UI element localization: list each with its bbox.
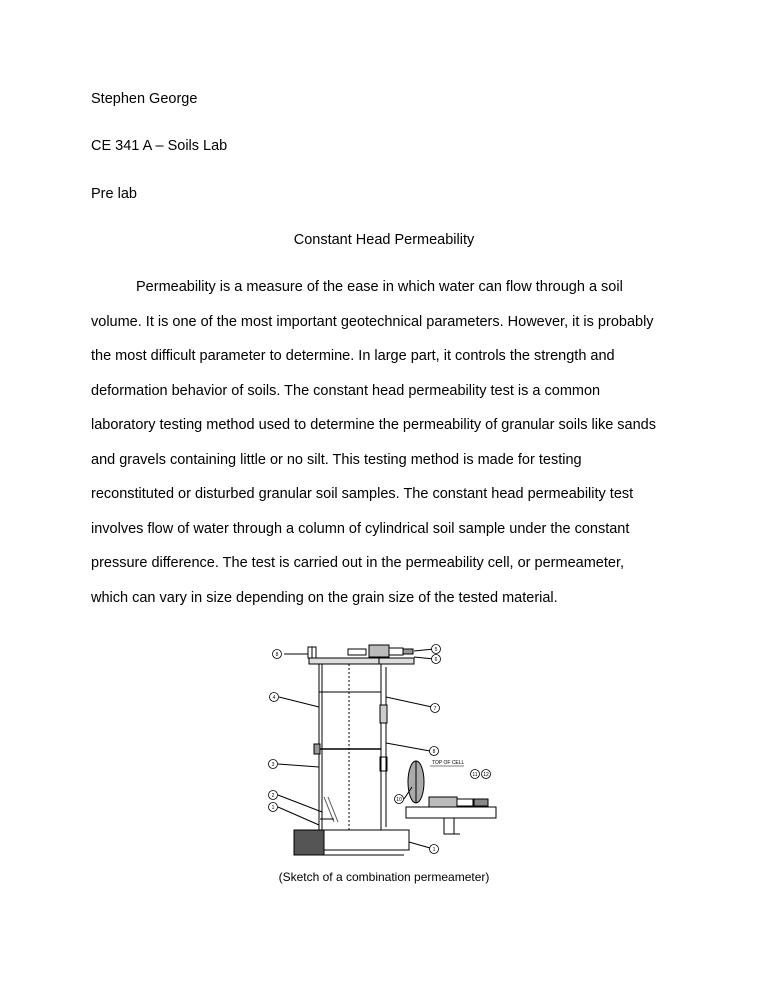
- author-name: Stephen George: [91, 91, 198, 107]
- callout-label: 11: [472, 772, 478, 778]
- callout-label: 12: [483, 772, 489, 778]
- paragraph-line: which can vary in size depending on the grain size of the tested material.: [91, 590, 558, 606]
- callout-label: 8: [275, 652, 279, 658]
- course-line: CE 341 A – Soils Lab: [91, 138, 228, 154]
- paragraph-line: involves flow of water through a column of cylindrical soil sample under the constant: [91, 521, 630, 537]
- paragraph-line: reconstituted or disturbed granular soil samples. The constant head permeability test: [91, 486, 634, 502]
- paragraph-line: Permeability is a measure of the ease in which water can flow through a soil: [136, 279, 623, 295]
- callout-label: 10: [396, 797, 402, 803]
- permeameter-sketch: [264, 637, 504, 861]
- paragraph-line: and gravels containing little or no silt. This testing method is made for testing: [91, 452, 582, 468]
- paragraph-line: the most difficult parameter to determine. In large part, it controls the strength and: [91, 348, 615, 364]
- paragraph-line: deformation behavior of soils. The constant head permeability test is a common: [91, 383, 601, 399]
- callout-label: 6: [434, 657, 438, 663]
- callout-label: 1: [432, 847, 436, 853]
- callout-label: 7: [433, 706, 437, 712]
- figure-caption: (Sketch of a combination permeameter): [278, 870, 490, 884]
- paragraph-line: volume. It is one of the most important geotechnical parameters. However, it is probably: [91, 314, 654, 330]
- callout-label: 4: [272, 695, 276, 701]
- callout-label: 1: [271, 805, 275, 811]
- permeameter-drawing: [264, 637, 504, 861]
- callout-label: 2: [271, 793, 275, 799]
- callout-label: 3: [271, 762, 275, 768]
- callout-label: 8: [432, 749, 436, 755]
- callout-label: 5: [434, 647, 438, 653]
- paragraph-line: pressure difference. The test is carried out in the permeability cell, or permeameter,: [91, 555, 624, 571]
- doc-type: Pre lab: [91, 186, 137, 202]
- inset-label: TOP OF CELL: [432, 760, 465, 766]
- paragraph-line: laboratory testing method used to determine the permeability of granular soils like sands: [91, 417, 656, 433]
- document-title: Constant Head Permeability: [293, 232, 475, 248]
